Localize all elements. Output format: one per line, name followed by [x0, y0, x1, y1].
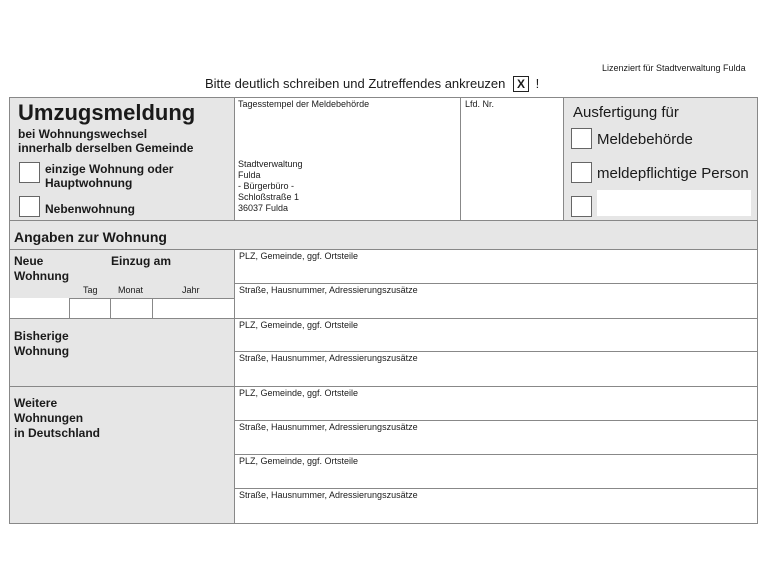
frame-right — [757, 97, 758, 524]
neue-wohnung-heading: Neue Wohnung — [14, 254, 70, 283]
meldepflichtige-person-label: meldepflichtige Person — [597, 165, 749, 182]
lfd-nr-label: Lfd. Nr. — [465, 99, 495, 109]
weitere-2-plz-field[interactable] — [235, 467, 756, 487]
weitere-wohnungen-heading: Weitere Wohnungen in Deutschland — [14, 396, 101, 440]
frame-line — [234, 420, 758, 421]
frame-line — [234, 283, 758, 284]
einzug-heading: Einzug am — [111, 254, 172, 268]
weitere-1-strasse-field[interactable] — [235, 433, 756, 453]
weitere-2-strasse-field[interactable] — [235, 501, 756, 522]
weitere-1-plz-label: PLZ, Gemeinde, ggf. Ortsteile — [239, 388, 359, 398]
example-checkbox-mark: X — [513, 76, 529, 92]
license-note: Lizenziert für Stadtverwaltung Fulda — [602, 63, 746, 73]
frame-top — [9, 97, 758, 98]
neue-strasse-field[interactable] — [235, 296, 756, 317]
weitere-1-plz-field[interactable] — [235, 399, 756, 419]
frame-line — [234, 351, 758, 352]
hauptwohnung-label: einzige Wohnung oder Hauptwohnung — [45, 162, 174, 190]
instruction-line — [205, 76, 539, 92]
section-title: Angaben zur Wohnung — [14, 229, 167, 245]
weitere-1-strasse-label: Straße, Hausnummer, Adressierungszusätze — [239, 422, 418, 432]
bisherige-plz-field[interactable] — [235, 331, 756, 350]
stamp-label: Tagesstempel der Meldebehörde — [238, 99, 370, 109]
frame-line — [9, 220, 758, 221]
date-label-jahr: Jahr — [182, 285, 200, 295]
nebenwohnung-label: Nebenwohnung — [45, 202, 135, 216]
bisherige-strasse-field[interactable] — [235, 364, 756, 385]
date-label-monat: Monat — [118, 285, 144, 295]
instruction-text: Bitte deutlich schreiben und Zutreffendes ankreuzen — [205, 76, 506, 91]
frame-line — [9, 386, 758, 387]
einzug-monat-field[interactable] — [111, 299, 152, 317]
nebenwohnung-checkbox[interactable] — [19, 196, 40, 217]
instruction-suffix: ! — [535, 76, 540, 91]
frame-line — [563, 97, 564, 220]
neue-plz-field[interactable] — [235, 262, 756, 282]
other-recipient-field[interactable] — [597, 190, 751, 216]
meldebehoerde-label: Meldebehörde — [597, 131, 693, 148]
frame-line — [9, 249, 758, 250]
neue-plz-label: PLZ, Gemeinde, ggf. Ortsteile — [239, 251, 359, 261]
frame-left — [9, 97, 10, 524]
frame-bottom — [9, 523, 758, 524]
form-title: Umzugsmeldung — [18, 100, 196, 125]
stamp-field[interactable] — [235, 112, 459, 156]
weitere-2-strasse-label: Straße, Hausnummer, Adressierungszusätze — [239, 490, 418, 500]
bisherige-plz-label: PLZ, Gemeinde, ggf. Ortsteile — [239, 320, 359, 330]
frame-line — [9, 318, 758, 319]
neue-strasse-label: Straße, Hausnummer, Adressierungszusätze — [239, 285, 418, 295]
meldepflichtige-person-checkbox[interactable] — [571, 162, 592, 183]
frame-line — [234, 454, 758, 455]
date-label-tag: Tag — [83, 285, 98, 295]
bisherige-wohnung-heading: Bisherige Wohnung — [14, 329, 70, 358]
form-subtitle: bei Wohnungswechsel innerhalb derselben Gemeinde — [18, 127, 194, 155]
hauptwohnung-checkbox[interactable] — [19, 162, 40, 183]
bisherige-strasse-label: Straße, Hausnummer, Adressierungszusätze — [239, 353, 418, 363]
weitere-2-plz-label: PLZ, Gemeinde, ggf. Ortsteile — [239, 456, 359, 466]
meldebehoerde-checkbox[interactable] — [571, 128, 592, 149]
ausfertigung-title: Ausfertigung für — [573, 104, 679, 121]
einzug-jahr-field[interactable] — [153, 299, 233, 317]
other-checkbox[interactable] — [571, 196, 592, 217]
authority-address: Stadtverwaltung Fulda - Bürgerbüro - Schloßstraße 1 36037 Fulda — [238, 159, 303, 213]
frame-line — [234, 488, 758, 489]
lfd-nr-field[interactable] — [461, 112, 562, 219]
einzug-tag-field[interactable] — [70, 299, 110, 317]
